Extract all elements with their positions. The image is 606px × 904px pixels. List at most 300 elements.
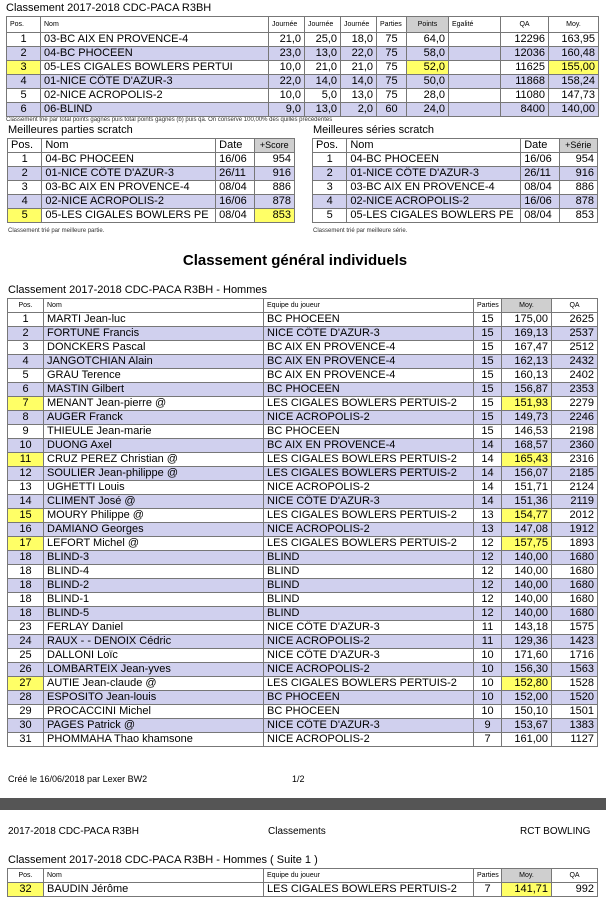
cell-parties: 14 (474, 467, 502, 481)
cell-equipe: BC PHOCEEN (264, 425, 474, 439)
cell-pos: 24 (8, 635, 44, 649)
cell-qa: 12036 (501, 47, 549, 61)
cell-pos: 5 (8, 369, 44, 383)
footer-page: 1/2 (292, 774, 305, 784)
cell-journee1: 9,0 (269, 103, 305, 117)
cell-moy: 140,00 (502, 607, 552, 621)
cell-moy: 156,07 (502, 467, 552, 481)
cell-journee3: 14,0 (341, 75, 377, 89)
cell-moy: 160,48 (549, 47, 599, 61)
cell-value: 853 (254, 209, 294, 223)
cell-moy: 151,71 (502, 481, 552, 495)
team-standings-table (6, 16, 599, 117)
cell-equipe: BC PHOCEEN (264, 705, 474, 719)
cell-moy: 154,77 (502, 509, 552, 523)
cell-journee1: 10,0 (269, 89, 305, 103)
cell-journee2: 14,0 (305, 75, 341, 89)
cell-journee3: 2,0 (341, 103, 377, 117)
cell-moy: 161,00 (502, 733, 552, 747)
cell-qa: 2185 (552, 467, 598, 481)
cell-equipe: BC AIX EN PROVENCE-4 (264, 369, 474, 383)
cell-pos: 18 (8, 607, 44, 621)
cell-nom: 05-LES CIGALES BOWLERS PE (42, 209, 216, 223)
cell-parties: 15 (474, 313, 502, 327)
cell-equipe: LES CIGALES BOWLERS PERTUIS-2 (264, 537, 474, 551)
table-row (8, 467, 598, 481)
cell-journee2: 13,0 (305, 47, 341, 61)
cell-pos: 12 (8, 467, 44, 481)
cell-parties: 11 (474, 635, 502, 649)
cell-pos: 1 (8, 153, 42, 167)
cell-qa: 2360 (552, 439, 598, 453)
cell-moy: 140,00 (549, 103, 599, 117)
cell-pos: 14 (8, 495, 44, 509)
cell-qa: 2625 (552, 313, 598, 327)
table-row (8, 551, 598, 565)
table-row (8, 593, 598, 607)
table-row (7, 103, 599, 117)
cell-parties: 9 (474, 719, 502, 733)
cell-equipe: NICE ACROPOLIS-2 (264, 481, 474, 495)
cell-value: 886 (254, 181, 294, 195)
cell-parties: 10 (474, 691, 502, 705)
cell-nom: LEFORT Michel @ (44, 537, 264, 551)
cell-points: 58,0 (407, 47, 449, 61)
table-row (7, 89, 599, 103)
table-row (8, 209, 295, 223)
cell-moy: 140,00 (502, 579, 552, 593)
table-row (8, 411, 598, 425)
page-divider (0, 798, 606, 810)
table-row (7, 47, 599, 61)
cell-date: 26/11 (521, 167, 559, 181)
cell-equipe: LES CIGALES BOWLERS PERTUIS-2 (264, 883, 474, 897)
cell-equipe: NICE CÔTE D'AZUR-3 (264, 719, 474, 733)
best-games-table (7, 138, 295, 223)
cell-pos: 16 (8, 523, 44, 537)
cell-nom: 04-BC PHOCEEN (347, 153, 521, 167)
individual-standings-table-2 (7, 868, 598, 897)
cell-parties: 11 (474, 621, 502, 635)
col-qa: QA (552, 869, 598, 883)
header-row (8, 869, 598, 883)
cell-pos: 32 (8, 883, 44, 897)
col-qa: QA (552, 299, 598, 313)
cell-parties: 7 (474, 733, 502, 747)
cell-egalite (449, 47, 501, 61)
series-note: Classement trié par meilleure série. (313, 228, 408, 234)
col-pos: Pos. (313, 139, 347, 153)
cell-journee2: 25,0 (305, 33, 341, 47)
table-row (7, 33, 599, 47)
cell-qa: 2537 (552, 327, 598, 341)
cell-egalite (449, 103, 501, 117)
cell-parties: 12 (474, 607, 502, 621)
cell-nom: CRUZ PEREZ Christian @ (44, 453, 264, 467)
col-moy: Moy. (502, 869, 552, 883)
cell-parties: 15 (474, 341, 502, 355)
top-note: Classement trié par total points gagnés puis total points gagnés (b) puis qa. On conserve 100,00% des quilles précédentes (6, 117, 333, 123)
cell-pos: 27 (8, 677, 44, 691)
cell-journee3: 13,0 (341, 89, 377, 103)
cell-nom: BLIND-5 (44, 607, 264, 621)
cell-moy: 153,67 (502, 719, 552, 733)
cell-parties: 75 (377, 75, 407, 89)
table-row (8, 495, 598, 509)
header-row (313, 139, 598, 153)
cell-qa: 1893 (552, 537, 598, 551)
cell-nom: 03-BC AIX EN PROVENCE-4 (42, 181, 216, 195)
cell-nom: 04-BC PHOCEEN (42, 153, 216, 167)
cell-parties: 10 (474, 705, 502, 719)
table-row (313, 153, 598, 167)
cell-moy: 140,00 (502, 565, 552, 579)
best-series-table (312, 138, 598, 223)
cell-pos: 26 (8, 663, 44, 677)
cell-moy: 146,53 (502, 425, 552, 439)
cell-nom: DONCKERS Pascal (44, 341, 264, 355)
col-nom: Nom (41, 17, 269, 33)
cell-qa: 2246 (552, 411, 598, 425)
header-row (8, 299, 598, 313)
table-row (8, 607, 598, 621)
cell-journee1: 22,0 (269, 75, 305, 89)
cell-egalite (449, 89, 501, 103)
cell-equipe: BLIND (264, 551, 474, 565)
cell-nom: BLIND-3 (44, 551, 264, 565)
cell-pos: 18 (8, 593, 44, 607)
cell-value: 916 (559, 167, 597, 181)
cell-nom: THIEULE Jean-marie (44, 425, 264, 439)
series-title: Meilleures séries scratch (313, 124, 435, 136)
cell-equipe: NICE CÔTE D'AZUR-3 (264, 621, 474, 635)
table-row (8, 383, 598, 397)
cell-journee3: 18,0 (341, 33, 377, 47)
cell-moy: 167,47 (502, 341, 552, 355)
cell-nom: ESPOSITO Jean-louis (44, 691, 264, 705)
page2-subtitle: Classement 2017-2018 CDC-PACA R3BH - Hommes ( Suite 1 ) (8, 854, 318, 866)
cell-date: 16/06 (216, 153, 254, 167)
cell-nom: MASTIN Gilbert (44, 383, 264, 397)
cell-pos: 6 (7, 103, 41, 117)
cell-parties: 15 (474, 369, 502, 383)
cell-nom: 05-LES CIGALES BOWLERS PERTUI (41, 61, 269, 75)
cell-parties: 15 (474, 397, 502, 411)
cell-equipe: BC PHOCEEN (264, 313, 474, 327)
table-row (313, 209, 598, 223)
table-row (8, 509, 598, 523)
cell-qa: 2316 (552, 453, 598, 467)
col-pos: Pos. (8, 869, 44, 883)
table-row (8, 677, 598, 691)
cell-moy: 140,00 (502, 551, 552, 565)
cell-pos: 3 (7, 61, 41, 75)
table-row (8, 481, 598, 495)
cell-parties: 75 (377, 61, 407, 75)
cell-nom: BLIND-1 (44, 593, 264, 607)
table-row (8, 579, 598, 593)
cell-pos: 1 (313, 153, 347, 167)
cell-moy: 149,73 (502, 411, 552, 425)
cell-nom: 03-BC AIX EN PROVENCE-4 (41, 33, 269, 47)
table-row (8, 565, 598, 579)
cell-nom: BLIND-2 (44, 579, 264, 593)
cell-nom: 01-NICE CÔTE D'AZUR-3 (347, 167, 521, 181)
table-row (8, 883, 598, 897)
cell-nom: AUGER Franck (44, 411, 264, 425)
cell-nom: 04-BC PHOCEEN (41, 47, 269, 61)
cell-equipe: BC AIX EN PROVENCE-4 (264, 355, 474, 369)
cell-journee3: 22,0 (341, 47, 377, 61)
col-date: Date (216, 139, 254, 153)
cell-moy: 158,24 (549, 75, 599, 89)
cell-nom: 03-BC AIX EN PROVENCE-4 (347, 181, 521, 195)
cell-pos: 3 (8, 341, 44, 355)
cell-pos: 4 (8, 355, 44, 369)
cell-points: 64,0 (407, 33, 449, 47)
table-row (7, 75, 599, 89)
cell-pos: 4 (7, 75, 41, 89)
top-title: Classement 2017-2018 CDC-PACA R3BH (6, 2, 212, 14)
cell-nom: CLIMENT José @ (44, 495, 264, 509)
cell-pos: 1 (8, 313, 44, 327)
cell-moy: 129,36 (502, 635, 552, 649)
cell-parties: 15 (474, 383, 502, 397)
table-row (8, 397, 598, 411)
col-nom: Nom (44, 869, 264, 883)
cell-nom: 01-NICE CÔTE D'AZUR-3 (41, 75, 269, 89)
cell-moy: 152,80 (502, 677, 552, 691)
cell-parties: 12 (474, 537, 502, 551)
cell-qa: 2012 (552, 509, 598, 523)
cell-journee1: 10,0 (269, 61, 305, 75)
cell-value: 954 (559, 153, 597, 167)
cell-pos: 4 (313, 195, 347, 209)
cell-moy: 169,13 (502, 327, 552, 341)
table-row (8, 537, 598, 551)
table-row (8, 355, 598, 369)
cell-parties: 14 (474, 439, 502, 453)
col-date: Date (521, 139, 559, 153)
cell-date: 08/04 (216, 181, 254, 195)
table-row (8, 733, 598, 747)
cell-points: 24,0 (407, 103, 449, 117)
cell-qa: 2198 (552, 425, 598, 439)
cell-qa: 11868 (501, 75, 549, 89)
table-row (8, 369, 598, 383)
cell-nom: AUTIE Jean-claude @ (44, 677, 264, 691)
cell-equipe: NICE CÔTE D'AZUR-3 (264, 495, 474, 509)
cell-equipe: BC AIX EN PROVENCE-4 (264, 341, 474, 355)
cell-equipe: NICE ACROPOLIS-2 (264, 635, 474, 649)
cell-qa: 1520 (552, 691, 598, 705)
cell-nom: BLIND-4 (44, 565, 264, 579)
col-pos: Pos. (8, 139, 42, 153)
table-row (8, 691, 598, 705)
header-row (8, 139, 295, 153)
cell-qa: 1680 (552, 593, 598, 607)
col-equipe: Equipe du joueur (264, 869, 474, 883)
cell-moy: 165,43 (502, 453, 552, 467)
cell-moy: 160,13 (502, 369, 552, 383)
cell-pos: 3 (313, 181, 347, 195)
table-row (8, 523, 598, 537)
cell-equipe: BLIND (264, 565, 474, 579)
cell-nom: 02-NICE ACROPOLIS-2 (347, 195, 521, 209)
cell-moy: 151,93 (502, 397, 552, 411)
cell-parties: 10 (474, 663, 502, 677)
cell-moy: 156,87 (502, 383, 552, 397)
col-moy: Moy. (502, 299, 552, 313)
table-row (8, 313, 598, 327)
parties-note: Classement trié par meilleure partie. (8, 228, 105, 234)
cell-equipe: NICE CÔTE D'AZUR-3 (264, 649, 474, 663)
cell-pos: 5 (313, 209, 347, 223)
cell-pos: 11 (8, 453, 44, 467)
cell-moy: 168,57 (502, 439, 552, 453)
table-row (8, 719, 598, 733)
cell-equipe: BC PHOCEEN (264, 691, 474, 705)
table-row (313, 181, 598, 195)
cell-nom: UGHETTI Louis (44, 481, 264, 495)
cell-moy: 171,60 (502, 649, 552, 663)
cell-journee2: 13,0 (305, 103, 341, 117)
cell-pos: 17 (8, 537, 44, 551)
cell-nom: PAGES Patrick @ (44, 719, 264, 733)
cell-points: 28,0 (407, 89, 449, 103)
cell-parties: 14 (474, 481, 502, 495)
cell-parties: 60 (377, 103, 407, 117)
cell-value: 853 (559, 209, 597, 223)
cell-date: 08/04 (216, 209, 254, 223)
page2-right: RCT BOWLING (520, 826, 591, 837)
cell-qa: 1528 (552, 677, 598, 691)
cell-qa: 1680 (552, 551, 598, 565)
cell-nom: 02-NICE ACROPOLIS-2 (42, 195, 216, 209)
cell-pos: 18 (8, 565, 44, 579)
cell-parties: 10 (474, 649, 502, 663)
cell-parties: 14 (474, 495, 502, 509)
cell-qa: 2124 (552, 481, 598, 495)
cell-qa: 2353 (552, 383, 598, 397)
cell-pos: 18 (8, 551, 44, 565)
cell-equipe: NICE ACROPOLIS-2 (264, 411, 474, 425)
table-row (8, 327, 598, 341)
cell-nom: MOURY Philippe @ (44, 509, 264, 523)
cell-pos: 28 (8, 691, 44, 705)
header-row (7, 17, 599, 33)
cell-qa: 1912 (552, 523, 598, 537)
cell-equipe: NICE ACROPOLIS-2 (264, 523, 474, 537)
cell-nom: FORTUNE Francis (44, 327, 264, 341)
cell-value: 878 (559, 195, 597, 209)
cell-parties: 14 (474, 453, 502, 467)
cell-qa: 1680 (552, 579, 598, 593)
cell-pos: 3 (8, 181, 42, 195)
cell-pos: 10 (8, 439, 44, 453)
cell-moy: 152,00 (502, 691, 552, 705)
cell-parties: 10 (474, 677, 502, 691)
cell-parties: 15 (474, 327, 502, 341)
cell-egalite (449, 61, 501, 75)
cell-qa: 11080 (501, 89, 549, 103)
table-row (8, 621, 598, 635)
table-row (8, 635, 598, 649)
cell-pos: 15 (8, 509, 44, 523)
cell-pos: 5 (7, 89, 41, 103)
cell-date: 16/06 (216, 195, 254, 209)
cell-qa: 8400 (501, 103, 549, 117)
table-row (8, 341, 598, 355)
cell-equipe: BLIND (264, 579, 474, 593)
cell-date: 16/06 (521, 195, 559, 209)
cell-value: 954 (254, 153, 294, 167)
cell-equipe: BLIND (264, 593, 474, 607)
cell-qa: 1680 (552, 565, 598, 579)
cell-egalite (449, 75, 501, 89)
col-nom: Nom (44, 299, 264, 313)
cell-moy: 162,13 (502, 355, 552, 369)
col-journee2: Journée (305, 17, 341, 33)
cell-nom: PROCACCINI Michel (44, 705, 264, 719)
col-serie: +Série (559, 139, 597, 153)
table-row (313, 167, 598, 181)
cell-qa: 2512 (552, 341, 598, 355)
cell-qa: 1716 (552, 649, 598, 663)
col-egalite: Egalité (449, 17, 501, 33)
cell-qa: 12296 (501, 33, 549, 47)
cell-equipe: BC PHOCEEN (264, 383, 474, 397)
cell-nom: 05-LES CIGALES BOWLERS PE (347, 209, 521, 223)
cell-pos: 2 (8, 327, 44, 341)
cell-parties: 15 (474, 411, 502, 425)
table-row (8, 153, 295, 167)
table-row (8, 705, 598, 719)
cell-nom: JANGOTCHIAN Alain (44, 355, 264, 369)
cell-moy: 156,30 (502, 663, 552, 677)
cell-journee1: 23,0 (269, 47, 305, 61)
cell-parties: 13 (474, 509, 502, 523)
cell-moy: 155,00 (549, 61, 599, 75)
table-row (8, 167, 295, 181)
cell-qa: 1423 (552, 635, 598, 649)
cell-pos: 30 (8, 719, 44, 733)
cell-pos: 13 (8, 481, 44, 495)
cell-points: 50,0 (407, 75, 449, 89)
cell-moy: 175,00 (502, 313, 552, 327)
cell-pos: 5 (8, 209, 42, 223)
cell-equipe: LES CIGALES BOWLERS PERTUIS-2 (264, 467, 474, 481)
table-row (8, 195, 295, 209)
cell-parties: 12 (474, 579, 502, 593)
cell-moy: 147,73 (549, 89, 599, 103)
cell-qa: 1680 (552, 607, 598, 621)
cell-pos: 18 (8, 579, 44, 593)
cell-egalite (449, 33, 501, 47)
cell-pos: 7 (8, 397, 44, 411)
cell-pos: 29 (8, 705, 44, 719)
cell-nom: DALLONI Loïc (44, 649, 264, 663)
cell-moy: 163,95 (549, 33, 599, 47)
cell-qa: 2119 (552, 495, 598, 509)
cell-journee1: 21,0 (269, 33, 305, 47)
cell-nom: 01-NICE CÔTE D'AZUR-3 (42, 167, 216, 181)
cell-qa: 992 (552, 883, 598, 897)
cell-date: 16/06 (521, 153, 559, 167)
cell-date: 08/04 (521, 209, 559, 223)
cell-pos: 2 (8, 167, 42, 181)
cell-pos: 2 (7, 47, 41, 61)
